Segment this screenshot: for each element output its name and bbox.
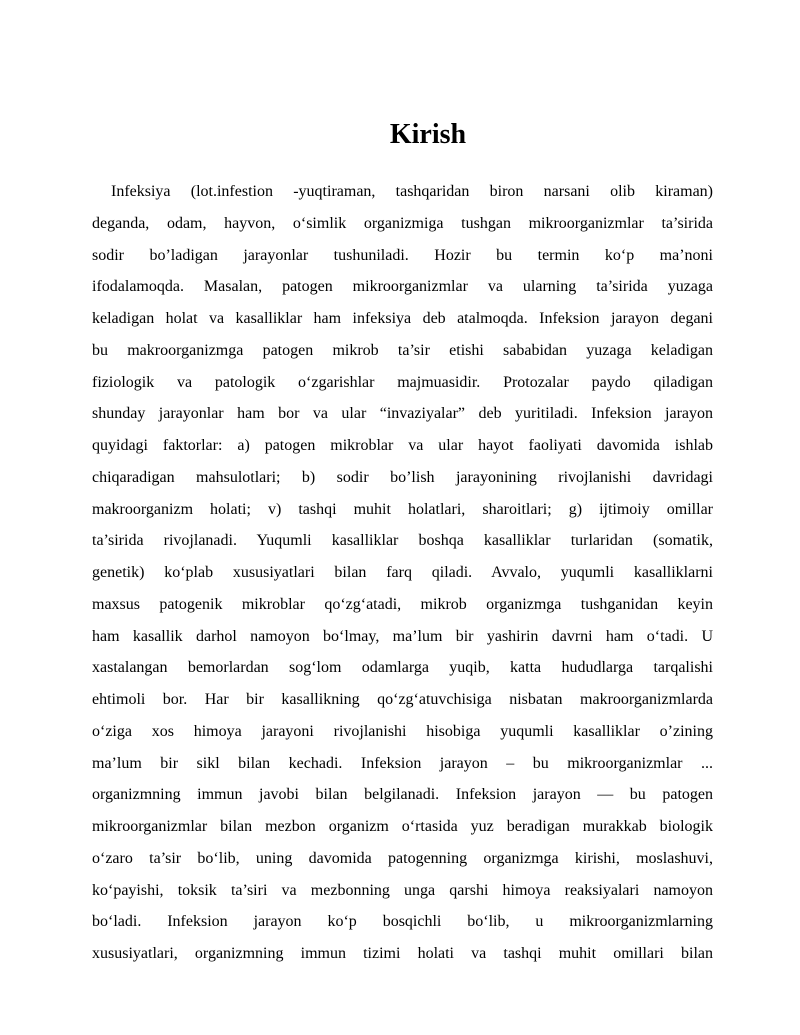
- text-line: ko‘payishi, toksik ta’siri va mezbonning unga qarshi himoya reaksiyalari namoyon: [92, 881, 713, 899]
- text-line: ta’sirida rivojlanadi. Yuqumli kasalliklar boshqa kasalliklar turlaridan (somatik,: [92, 532, 713, 550]
- text-line: ehtimoli bor. Har bir kasallikning qo‘zg‘atuvchisiga nisbatan makroorganizmlarda: [92, 691, 713, 708]
- text-line: keladigan holat va kasalliklar ham infeksiya deb atalmoqda. Infeksion jarayon degani: [92, 310, 713, 327]
- text-line: fiziologik va patologik o‘zgarishlar majmuasidir. Protozalar paydo qiladigan: [92, 373, 713, 391]
- text-line: xastalangan bemorlardan sog‘lom odamlarga yuqib, katta hududlarga tarqalishi: [92, 659, 713, 677]
- text-line: chiqaradigan mahsulotlari; b) sodir bo’lish jarayonining rivojlanishi davridagi: [92, 468, 713, 486]
- text-line: xususiyatlari, organizmning immun tizimi holati va tashqi muhit omillari bilan: [92, 945, 713, 962]
- text-line: deganda, odam, hayvon, o‘simlik organizmiga tushgan mikroorganizmlar ta’sirida: [92, 214, 713, 232]
- text-line: Infeksiya (lot.infestion -yuqtiraman, tashqaridan biron narsani olib kiraman): [111, 183, 713, 200]
- text-line: bo‘ladi. Infeksion jarayon ko‘p bosqichli bo‘lib, u mikroorganizmlarning: [92, 913, 713, 931]
- body-paragraph: [92, 176, 713, 970]
- text-line: maxsus patogenik mikroblar qo‘zg‘atadi, mikrob organizmga tushganidan keyin: [92, 595, 713, 613]
- text-line: ifodalamoqda. Masalan, patogen mikroorganizmlar va ularning ta’sirida yuzaga: [92, 278, 713, 296]
- text-line: ham kasallik darhol namoyon bo‘lmay, ma’lum bir yashirin davrni ham o‘tadi. U: [92, 627, 713, 645]
- text-line: o‘ziga xos himoya jarayoni rivojlanishi hisobiga yuqumli kasalliklar o’zining: [92, 722, 713, 740]
- text-line: ma’lum bir sikl bilan kechadi. Infeksion jarayon – bu mikroorganizmlar ...: [92, 754, 713, 772]
- text-line: quyidagi faktorlar: a) patogen mikroblar va ular hayot faoliyati davomida ishlab: [92, 437, 713, 454]
- text-line: sodir bo’ladigan jarayonlar tushuniladi. Hozir bu termin ko‘p ma’noni: [92, 246, 713, 264]
- text-line: bu makroorganizmga patogen mikrob ta’sir etishi sababidan yuzaga keladigan: [92, 341, 713, 359]
- text-line: mikroorganizmlar bilan mezbon organizm o‘rtasida yuz beradigan murakkab biologik: [92, 818, 713, 835]
- text-line: makroorganizm holati; v) tashqi muhit holatlari, sharoitlari; g) ijtimoiy omillar: [92, 500, 713, 518]
- text-line: shunday jarayonlar ham bor va ular “invaziyalar” deb yuritiladi. Infeksion jarayon: [92, 405, 713, 423]
- text-line: organizmning immun javobi bilan belgilanadi. Infeksion jarayon — bu patogen: [92, 786, 713, 804]
- page-title: Kirish: [389, 119, 467, 150]
- text-line: genetik) ko‘plab xususiyatlari bilan farq qiladi. Avvalo, yuqumli kasalliklarni: [92, 564, 713, 581]
- text-line: o‘zaro ta’sir bo‘lib, uning davomida patogenning organizmga kirishi, moslashuvi,: [92, 849, 713, 867]
